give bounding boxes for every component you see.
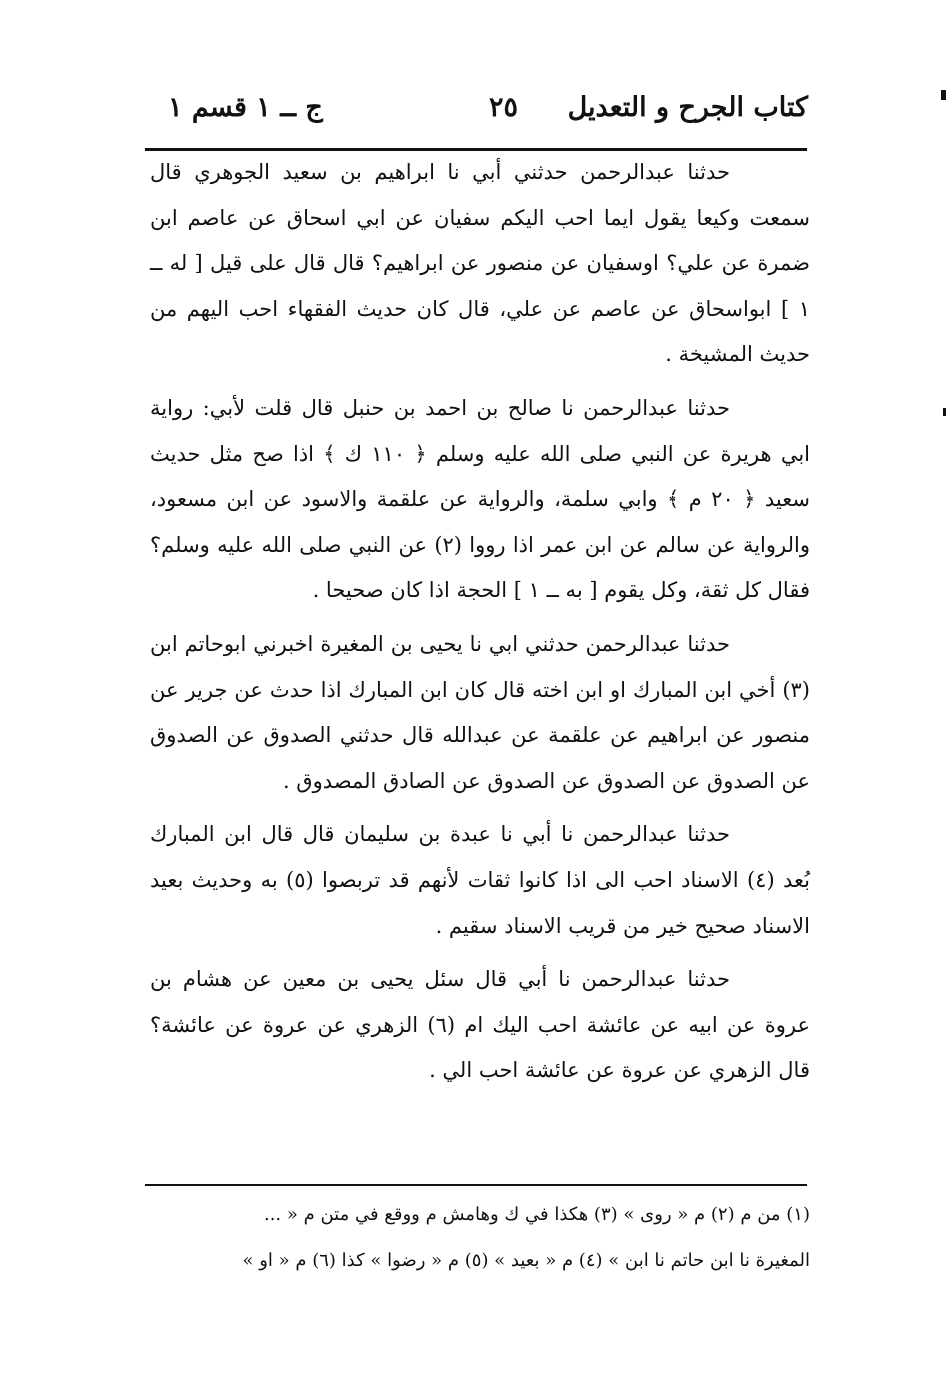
- main-text: [150, 150, 810, 1102]
- paragraph: حدثنا عبدالرحمن نا أبي قال سئل يحيى بن معين عن هشام بن عروة عن ابيه عن عائشة احب اليك ام (٦) الزهري عن عروة عن عائشة؟ قال الزهري عن عروة عن عائشة احب الي .: [150, 967, 810, 1083]
- paragraph: حدثنا عبدالرحمن حدثني ابي نا يحيى بن المغيرة اخبرني ابوحاتم ابن (٣) أخي ابن المبارك او ابن اخته قال كان ابن المبارك اذا حدث عن جرير عن منصور عن ابراهيم عن علقمة عن عبدالله قال حدثني الصدوق عن الصدوق عن الصدوق عن الصدوق عن الصدوق عن الصادق المصدوق .: [150, 631, 810, 793]
- footnotes: [150, 1192, 810, 1284]
- page-number: ٢٥: [488, 92, 518, 123]
- paragraph: حدثنا عبدالرحمن نا أبي نا عبدة بن سليمان قال قال ابن المبارك بُعد (٤) الاسناد احب الى اذا كانوا ثقات لأنهم قد تربصوا (٥) به وحديث بعيد الاسناد صحيح خير من قريب الاسناد سقيم .: [150, 822, 810, 938]
- volume-part: ج ــ ١ قسم ١: [168, 92, 323, 123]
- book-title: كتاب الجرح و التعديل: [567, 92, 808, 123]
- scan-speck: [941, 90, 946, 100]
- footnote-line: (١) من م (٢) م « روى » (٣) هكذا في ك وهامش م ووقع في متن م « ...: [263, 1204, 810, 1225]
- paragraph: حدثنا عبدالرحمن نا صالح بن احمد بن حنبل قال قلت لأبي: رواية ابي هريرة عن النبي صلى الله عليه وسلم ﴿ ١١٠ ك ﴾ اذا صح مثل حديث سعيد ﴿ ٢٠ م ﴾ وابي سلمة، والرواية عن علقمة والاسود عن ابن مسعود، والرواية عن سالم عن ابن عمر اذا رووا (٢) عن النبي صلى الله عليه وسلم؟ فقال كل ثقة، وكل يقوم [ به ــ ١ ] الحجة اذا كان صحيحا .: [150, 395, 810, 603]
- running-header: [148, 92, 808, 146]
- paragraph: حدثنا عبدالرحمن حدثني أبي نا ابراهيم بن سعيد الجوهري قال سمعت وكيعا يقول ايما احب اليكم سفيان عن ابي اسحاق عن عاصم ابن ضمرة عن علي؟ اوسفيان عن منصور عن ابراهيم؟ قال قال على قيل [ له ــ ١ ] ابواسحاق عن عاصم عن علي، قال كان حديث الفقهاء احب اليهم من حديث المشيخة .: [150, 160, 810, 367]
- footnote-rule: [145, 1184, 807, 1186]
- footnote-line: المغيرة نا ابن حاتم نا ابن » (٤) م « بعيد » (٥) م « رضوا » كذا (٦) م « او »: [242, 1250, 810, 1271]
